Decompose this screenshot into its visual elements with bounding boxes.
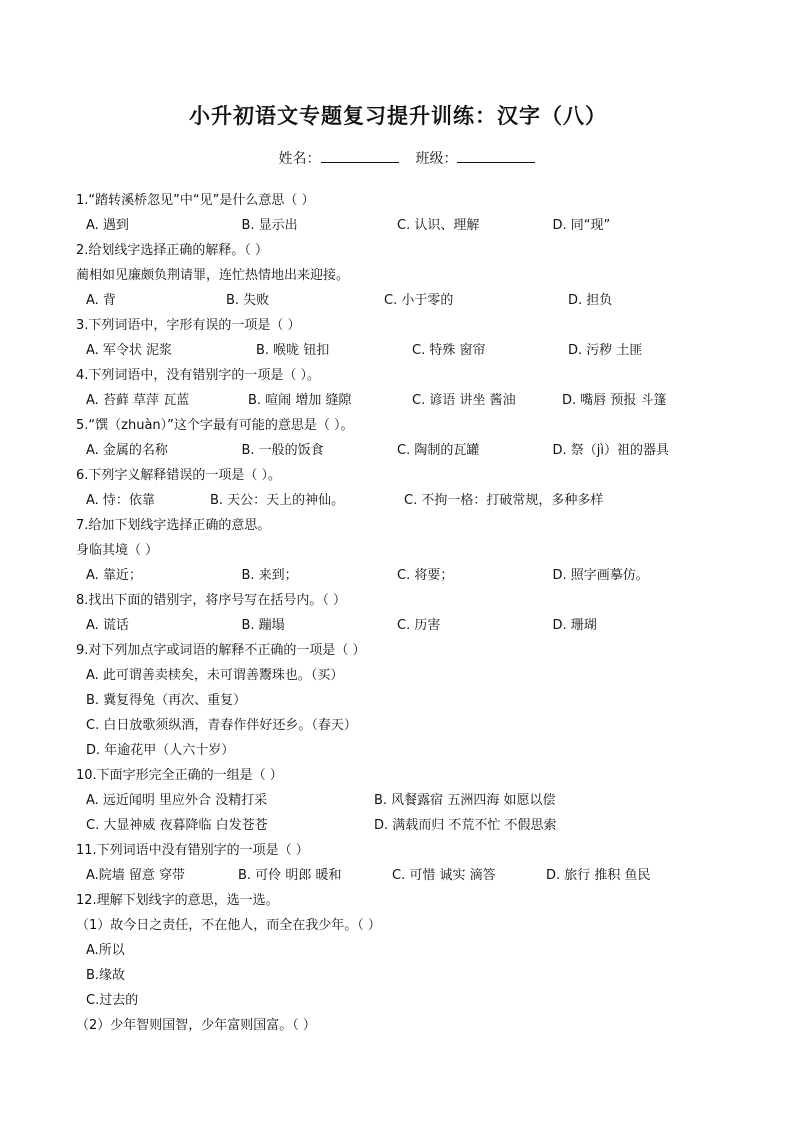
q4-option-a: A. 苔藓 草萍 瓦蓝 bbox=[86, 393, 190, 408]
q4-option-b: B. 喧闹 增加 缝隙 bbox=[248, 393, 352, 408]
question-9: 9.对下列加点字或词语的解释不正确的一项是（ ） bbox=[76, 643, 366, 658]
question-1: 1.“踏转溪桥忽见”中“见”是什么意思（ ） bbox=[76, 193, 315, 208]
class-blank[interactable] bbox=[457, 148, 535, 163]
question-10-options-row1 bbox=[76, 788, 708, 813]
q4-option-c: C. 谚语 讲坐 酱油 bbox=[412, 393, 516, 408]
question-7-options bbox=[76, 563, 708, 588]
q12-sub1-option-c: C.过去的 bbox=[86, 993, 139, 1008]
q9-option-d: D. 年逾花甲（人六十岁） bbox=[86, 743, 235, 758]
class-label: 班级： bbox=[415, 151, 458, 167]
q2-option-a: A. 背 bbox=[86, 293, 116, 308]
q10-option-a: A. 远近闻明 里应外合 没精打采 bbox=[86, 793, 268, 808]
q7-option-c: C. 将要； bbox=[397, 568, 454, 583]
question-6: 6.下列字义解释错误的一项是（ ）。 bbox=[76, 468, 282, 483]
question-4-options bbox=[76, 388, 708, 413]
student-info bbox=[76, 148, 708, 168]
q1-option-b: B. 显示出 bbox=[241, 218, 298, 233]
q4-option-d: D. 嘴唇 预报 斗篷 bbox=[562, 393, 667, 408]
q2-option-d: D. 担负 bbox=[568, 293, 613, 308]
q6-option-b: B. 天公：天上的神仙。 bbox=[210, 493, 345, 508]
question-11-options bbox=[76, 863, 708, 888]
question-8-options bbox=[76, 613, 708, 638]
question-2: 2.给划线字选择正确的解释。（ ） bbox=[76, 243, 269, 258]
q5-option-a: A. 金属的名称 bbox=[86, 443, 168, 458]
q3-option-c: C. 特殊 窗帘 bbox=[412, 343, 486, 358]
question-12-sub2: （2）少年智则国智，少年富则国富。（ ） bbox=[76, 1018, 316, 1033]
question-12-sub1: （1）故今日之责任，不在他人，而全在我少年。（ ） bbox=[76, 918, 381, 933]
q8-option-d: D. 珊瑚 bbox=[552, 618, 597, 633]
question-3: 3.下列词语中，字形有误的一项是（ ） bbox=[76, 318, 301, 333]
question-4: 4.下列词语中，没有错别字的一项是（ ）。 bbox=[76, 368, 321, 383]
q3-option-a: A. 军令状 泥浆 bbox=[86, 343, 173, 358]
question-2-options bbox=[76, 288, 708, 313]
question-10-options-row2 bbox=[76, 813, 708, 838]
q12-sub1-option-b: B.缘故 bbox=[86, 968, 126, 983]
q9-option-c: C. 白日放歌须纵酒，青春作伴好还乡。（春天） bbox=[86, 718, 357, 733]
name-label: 姓名： bbox=[278, 151, 321, 167]
q1-option-a: A. 遇到 bbox=[86, 218, 129, 233]
q6-option-c: C. 不拘一格：打破常规，多种多样 bbox=[404, 493, 604, 508]
name-blank[interactable] bbox=[321, 148, 399, 163]
question-5: 5.“馔（zhuàn）”这个字最有可能的意思是（ ）。 bbox=[76, 418, 354, 433]
q10-option-d: D. 满载而归 不荒不忙 不假思索 bbox=[374, 818, 557, 833]
q8-option-c: C. 历害 bbox=[397, 618, 441, 633]
q1-option-d: D. 同“现” bbox=[552, 218, 611, 233]
q10-option-b: B. 风餐露宿 五洲四海 如愿以偿 bbox=[374, 793, 556, 808]
q10-option-c: C. 大显神威 夜暮降临 白发苍苍 bbox=[86, 818, 268, 833]
question-7: 7.给加下划线字选择正确的意思。 bbox=[76, 518, 271, 533]
q2-option-c: C. 小于零的 bbox=[384, 293, 454, 308]
q9-option-b: B. 冀复得兔（再次、重复） bbox=[86, 693, 247, 708]
q5-option-d: D. 祭（jì）祖的器具 bbox=[552, 443, 669, 458]
question-5-options bbox=[76, 438, 708, 463]
q11-option-b: B. 可伶 明郎 暖和 bbox=[238, 868, 342, 883]
q6-option-a: A. 恃：依靠 bbox=[86, 493, 155, 508]
q7-option-d: D. 照字画摹仿。 bbox=[552, 568, 649, 583]
q5-option-c: C. 陶制的瓦罐 bbox=[397, 443, 480, 458]
question-8: 8.找出下面的错别字，将序号写在括号内。（ ） bbox=[76, 593, 347, 608]
page-title: 小升初语文专题复习提升训练：汉字（八） bbox=[189, 103, 607, 128]
question-3-options bbox=[76, 338, 708, 363]
question-7-passage: 身临其境（ ） bbox=[76, 543, 159, 558]
q5-option-b: B. 一般的饭食 bbox=[241, 443, 324, 458]
q3-option-d: D. 污秽 土匪 bbox=[568, 343, 643, 358]
q7-option-a: A. 靠近； bbox=[86, 568, 142, 583]
question-12: 12.理解下划线字的意思，选一选。 bbox=[76, 893, 279, 908]
question-1-options bbox=[76, 213, 708, 238]
q8-option-a: A. 谎话 bbox=[86, 618, 129, 633]
q9-option-a: A. 此可谓善卖椟矣，未可谓善鬻珠也。（买） bbox=[86, 668, 344, 683]
q11-option-d: D. 旅行 推积 鱼民 bbox=[546, 868, 651, 883]
question-2-passage: 蔺相如见廉颇负荆请罪，连忙热情地出来迎接。 bbox=[76, 268, 350, 283]
q1-option-c: C. 认识、理解 bbox=[397, 218, 480, 233]
q7-option-b: B. 来到； bbox=[241, 568, 298, 583]
q3-option-b: B. 喉咙 钮扣 bbox=[256, 343, 330, 358]
q8-option-b: B. 蹦塌 bbox=[241, 618, 285, 633]
q11-option-c: C. 可惜 诚实 滴答 bbox=[392, 868, 496, 883]
question-10: 10.下面字形完全正确的一组是（ ） bbox=[76, 768, 283, 783]
question-11: 11.下列词语中没有错别字的一项是（ ） bbox=[76, 843, 309, 858]
question-6-options bbox=[76, 488, 708, 513]
q12-sub1-option-a: A.所以 bbox=[86, 943, 125, 958]
q11-option-a: A.院墙 留意 穿带 bbox=[86, 868, 186, 883]
q2-option-b: B. 失败 bbox=[226, 293, 270, 308]
